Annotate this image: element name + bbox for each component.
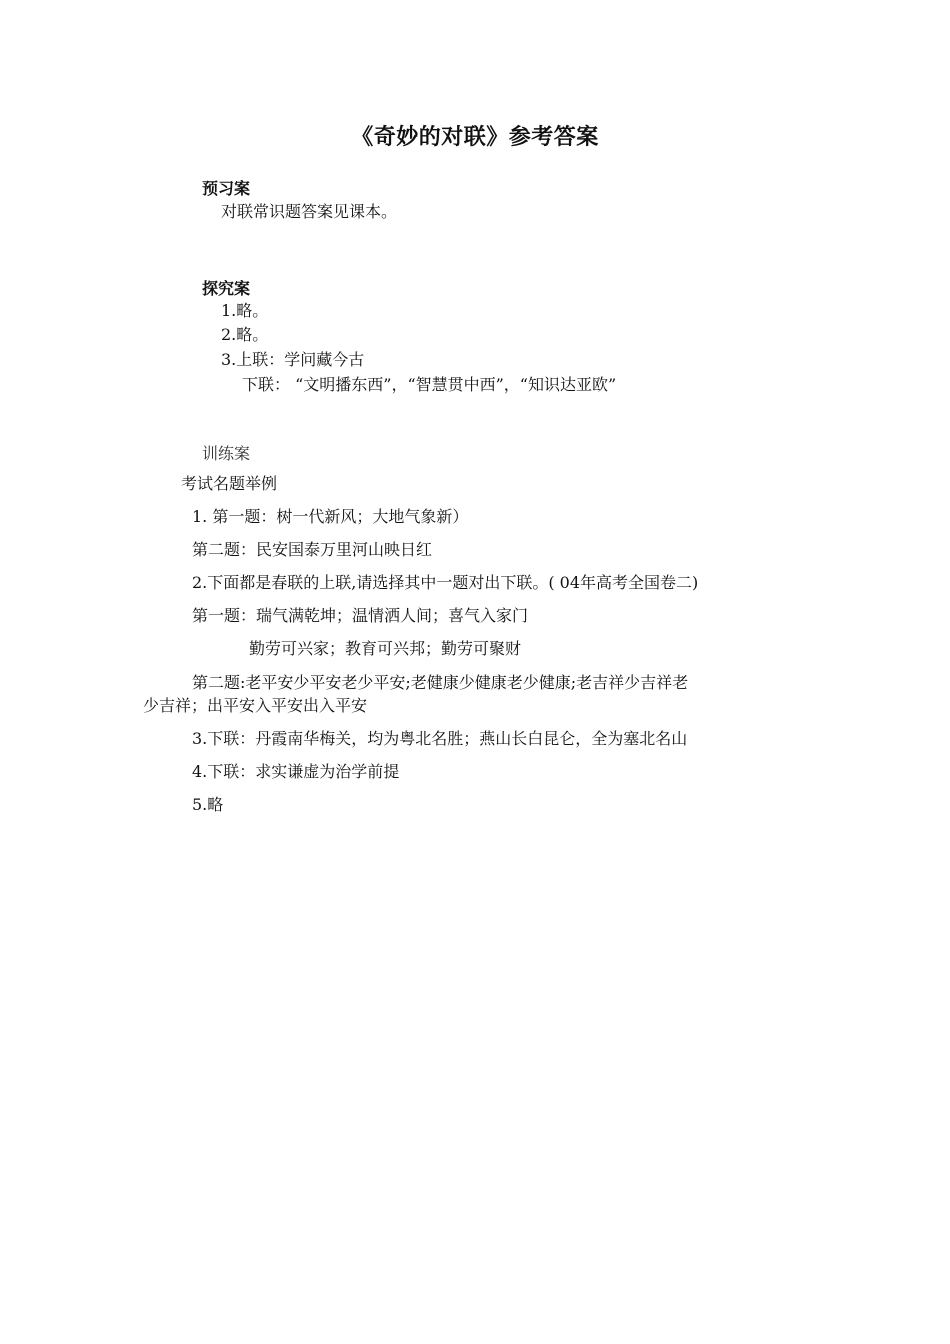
explore-item-1: 1.略。 [221,301,269,320]
explore-item-2: 2.略。 [221,325,269,344]
training-heading: 训练案 [202,444,251,463]
explore-lower-couplet: 下联： “文明播东西”，“智慧贯中西”，“知识达亚欧” [242,375,617,394]
training-q1b: 第二题：民安国泰万里河山映日红 [192,540,433,559]
explore-heading: 探究案 [202,279,251,298]
training-q4: 4.下联：求实谦虚为治学前提 [192,762,400,781]
training-q2a-answer: 勤劳可兴家；教育可兴邦；勤劳可聚财 [249,639,522,658]
page-title: 《奇妙的对联》参考答案 [351,125,599,150]
preview-heading: 预习案 [202,179,251,198]
training-q2b-line2: 少吉祥；出平安入平安出入平安 [143,696,368,715]
training-q5: 5.略 [192,795,224,814]
training-q3: 3.下联：丹霞南华梅关，均为粤北名胜；燕山长白昆仑，全为塞北名山 [192,729,688,748]
training-subheading: 考试名题举例 [181,474,278,493]
training-q2b-line1: 第二题:老平安少平安老少平安;老健康少健康老少健康;老吉祥少吉祥老 [192,673,689,692]
preview-text: 对联常识题答案见课本。 [221,202,398,221]
explore-item-3: 3.上联：学问藏今古 [221,350,365,369]
training-q2: 2.下面都是春联的上联,请选择其中一题对出下联。( 04年高考全国卷二) [192,573,699,592]
training-q1a: 1. 第一题：树一代新风；大地气象新） [192,507,469,526]
training-q2a: 第一题：瑞气满乾坤；温情洒人间；喜气入家门 [192,606,529,625]
